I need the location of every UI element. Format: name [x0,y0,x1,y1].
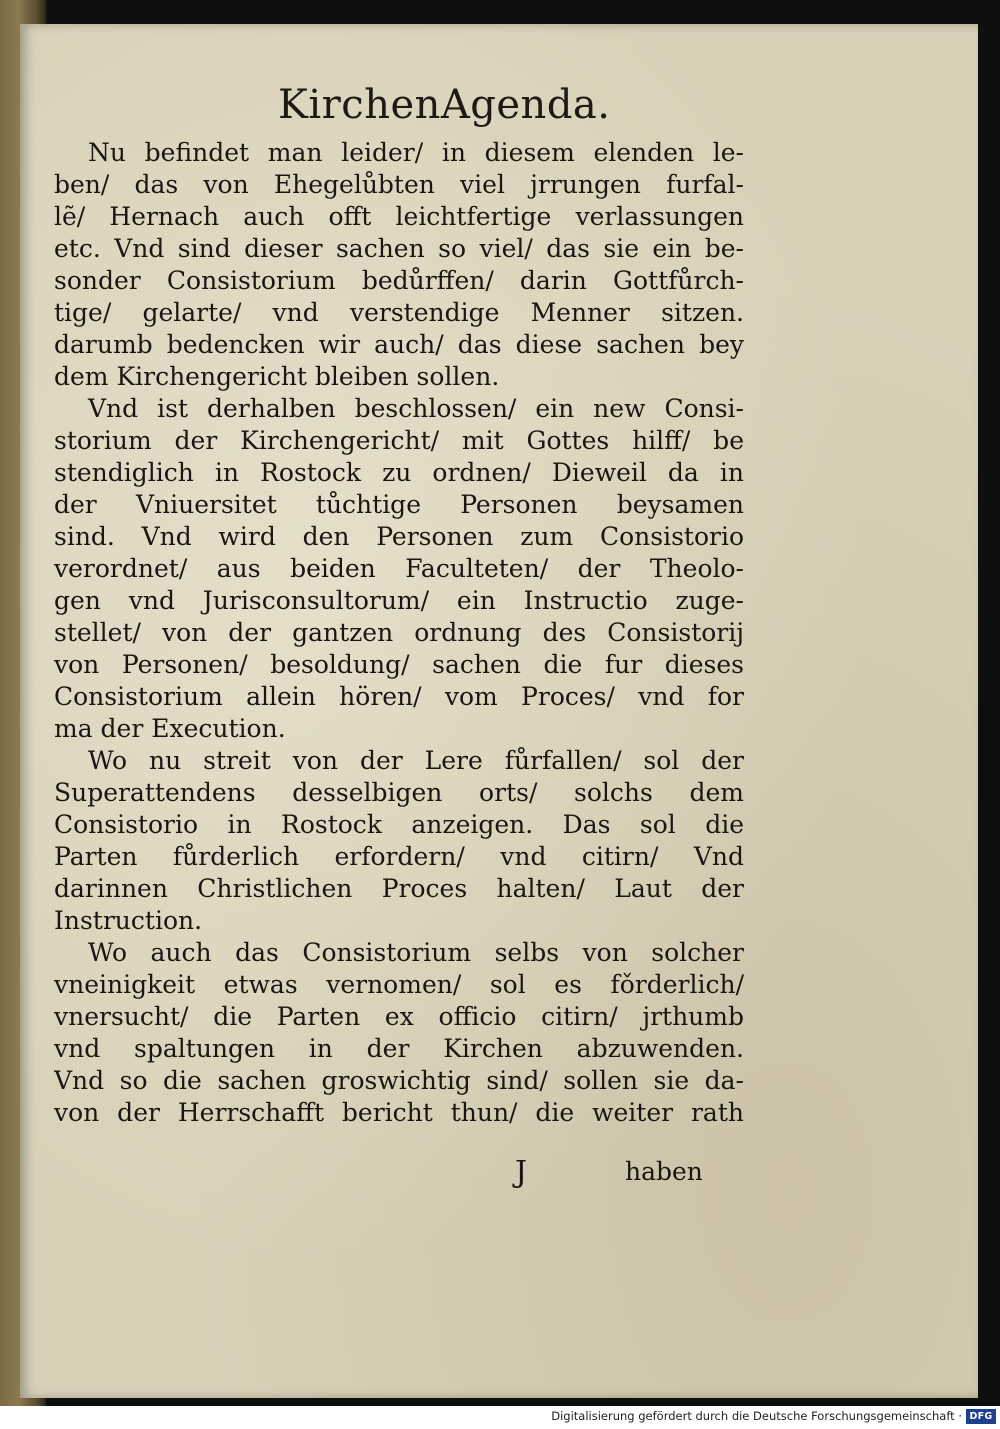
text-line: lẽ/ Hernach auch offt leichtfertige verlassungen [54,202,744,231]
text-line: Instruction. [54,906,203,935]
text-line: stendiglich in Rostock zu ordnen/ Dieweil da in [54,458,744,487]
text-line: ma der Execution. [54,714,286,743]
text-line: sind. Vnd wird den Personen zum Consistorio [54,522,744,551]
text-line: vnd spaltungen in der Kirchen abzuwenden. [54,1034,744,1063]
text-line: Vnd ist derhalben beschlossen/ ein new Consi- [88,394,744,423]
text-line: verordnet/ aus beiden Faculteten/ der Theolo- [54,554,744,583]
text-line: gen vnd Jurisconsultorum/ ein Instructio zuge- [54,586,744,615]
footer-bar [0,1406,1000,1429]
text-line: darinnen Christlichen Proces halten/ Laut der [54,874,744,903]
text-line: sonder Consistorium bedůrffen/ darin Gottfůrch- [54,266,744,295]
text-line: Consistorium allein hören/ vom Proces/ vnd for [54,682,744,711]
text-line: vnersucht/ die Parten ex officio citirn/ jrthumb [54,1002,744,1031]
text-line: etc. Vnd sind dieser sachen so viel/ das sie ein be- [54,234,744,263]
catchword: haben [625,1157,703,1186]
text-line: storium der Kirchengericht/ mit Gottes hilff/ be [54,426,744,455]
text-line: darumb bedencken wir auch/ das diese sachen bey [54,330,744,359]
funding-credit: Digitalisierung gefördert durch die Deutsche Forschungsgemeinschaft · [551,1409,962,1423]
text-line: von Personen/ besoldung/ sachen die fur dieses [54,650,744,679]
text-line: Wo nu streit von der Lere fůrfallen/ sol der [88,746,744,775]
text-line: ben/ das von Ehegelůbten viel jrrungen furfal- [54,170,744,199]
text-line: der Vniuersitet tůchtige Personen beysamen [54,490,744,519]
text-line: Vnd so die sachen groswichtig sind/ sollen sie da- [54,1066,744,1095]
signature-mark: J [515,1155,528,1190]
text-line: Consistorio in Rostock anzeigen. Das sol die [54,810,744,839]
body-text [54,137,744,1129]
text-line: von der Herrschafft bericht thun/ die weiter rath [54,1098,744,1127]
text-line: tige/ gelarte/ vnd verstendige Menner sitzen. [54,298,744,327]
text-line: stellet/ von der gantzen ordnung des Consistorij [54,618,744,647]
text-line: Wo auch das Consistorium selbs von solcher [88,938,744,967]
running-head: KirchenAgenda. [278,82,611,128]
text-line: dem Kirchengericht bleiben sollen. [54,362,500,391]
text-line: Superattendens desselbigen orts/ solchs dem [54,778,744,807]
text-line: Parten fůrderlich erfordern/ vnd citirn/ Vnd [54,842,744,871]
dfg-logo: DFG [966,1409,996,1424]
paper-page [20,24,978,1398]
text-line: Nu befindet man leider/ in diesem elenden le- [88,138,744,167]
text-line: vneinigkeit etwas vernomen/ sol es fǒrderlich/ [54,970,744,999]
